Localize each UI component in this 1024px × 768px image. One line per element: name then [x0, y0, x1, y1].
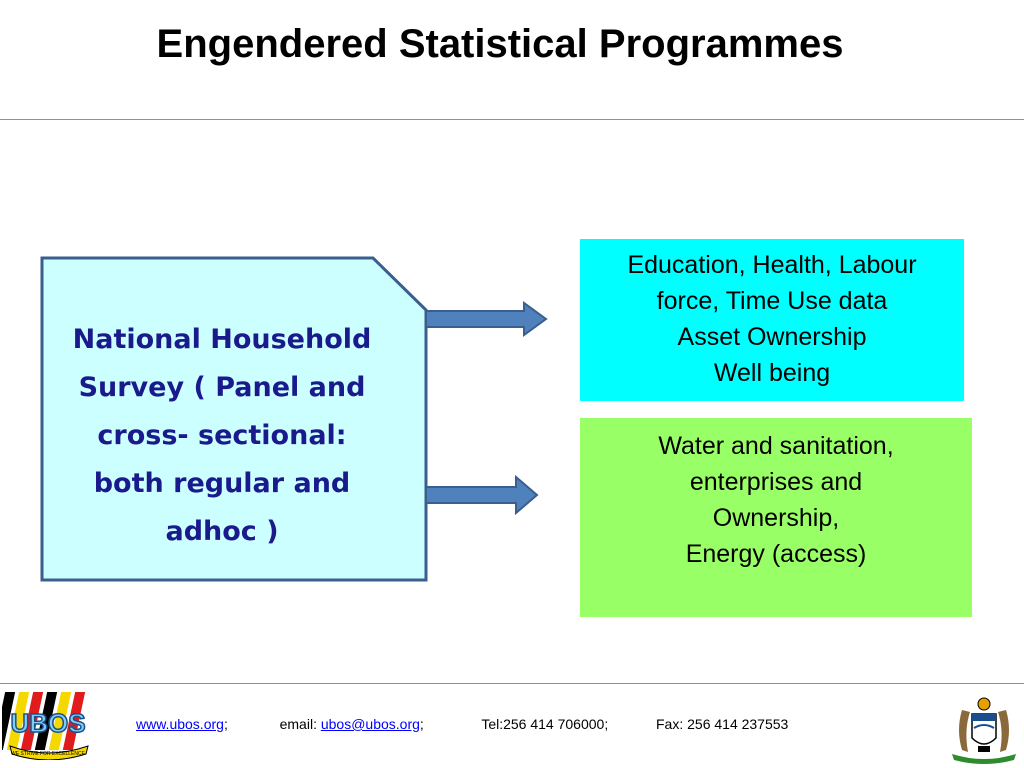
website-link[interactable]: www.ubos.org [136, 716, 224, 732]
target-line: Water and sanitation, [658, 432, 894, 460]
footer-sep: ; [223, 716, 228, 732]
target-box-water [580, 418, 972, 617]
ubos-logo [2, 688, 94, 760]
footer-contact [136, 716, 788, 732]
target-line: Ownership, [712, 504, 840, 532]
telephone-text: Tel:256 414 706000; [481, 716, 609, 732]
footer-sep: ; [419, 716, 424, 732]
target-line: Well being [713, 359, 831, 387]
coat-of-arms-icon [948, 690, 1020, 764]
top-divider [0, 119, 1024, 120]
source-line: Survey ( Panel and [78, 372, 366, 403]
fax-text: Fax: 256 414 237553 [656, 716, 789, 732]
target-line: enterprises and [689, 468, 863, 496]
target-box-education [580, 239, 964, 401]
source-line: both regular and [93, 468, 351, 499]
target-line: Education, Health, Labour [627, 251, 917, 279]
svg-text:WE STRIVE FOR EXCELLENCE: WE STRIVE FOR EXCELLENCE [11, 751, 85, 757]
source-line: National Household [72, 324, 372, 355]
source-line: cross- sectional: [97, 420, 347, 451]
source-document-text [52, 316, 392, 556]
target-line: Energy (access) [685, 540, 867, 568]
svg-text:UBOS: UBOS [10, 708, 86, 738]
arrow-right-icon [424, 475, 540, 515]
email-label: email: [279, 716, 321, 732]
arrow-right-icon [424, 301, 550, 337]
target-line: Asset Ownership [677, 323, 867, 351]
source-line: adhoc ) [165, 516, 279, 547]
email-link[interactable]: ubos@ubos.org [320, 716, 420, 732]
target-line: force, Time Use data [656, 287, 888, 315]
bottom-divider [0, 683, 1024, 684]
slide-title: Engendered Statistical Programmes [156, 22, 844, 66]
